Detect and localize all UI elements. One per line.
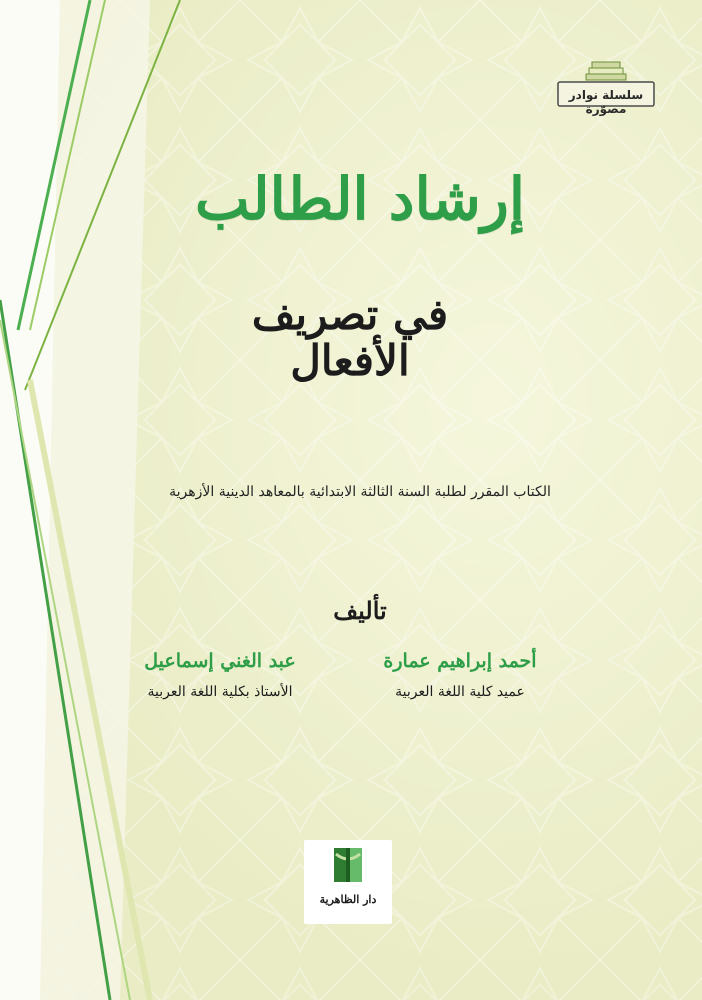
publisher-name: دار الظاهرية [319,893,377,906]
author-1 [360,650,560,700]
publisher-logo [304,840,392,924]
books-stack-icon [586,62,626,80]
author-2-role: الأستاذ بكلية اللغة العربية [147,684,293,700]
book-logo-icon [304,840,392,890]
authored-label: تأليف [333,596,387,625]
author-1-name: أحمد إبراهيم عمارة [383,650,537,672]
book-description: الكتاب المقرر لطلبة السنة الثالثة الابتدائية بالمعاهد الدينية الأزهرية [169,484,551,500]
book-title: إرشاد الطالب [194,165,526,233]
author-2-name: عبد الغني إسماعيل [144,650,296,672]
series-label: سلسلة نوادر مصوّرة [568,88,644,116]
book-subtitle: في تصريف الأفعال [251,290,449,386]
author-2 [120,650,320,700]
author-1-role: عميد كلية اللغة العربية [395,684,525,700]
